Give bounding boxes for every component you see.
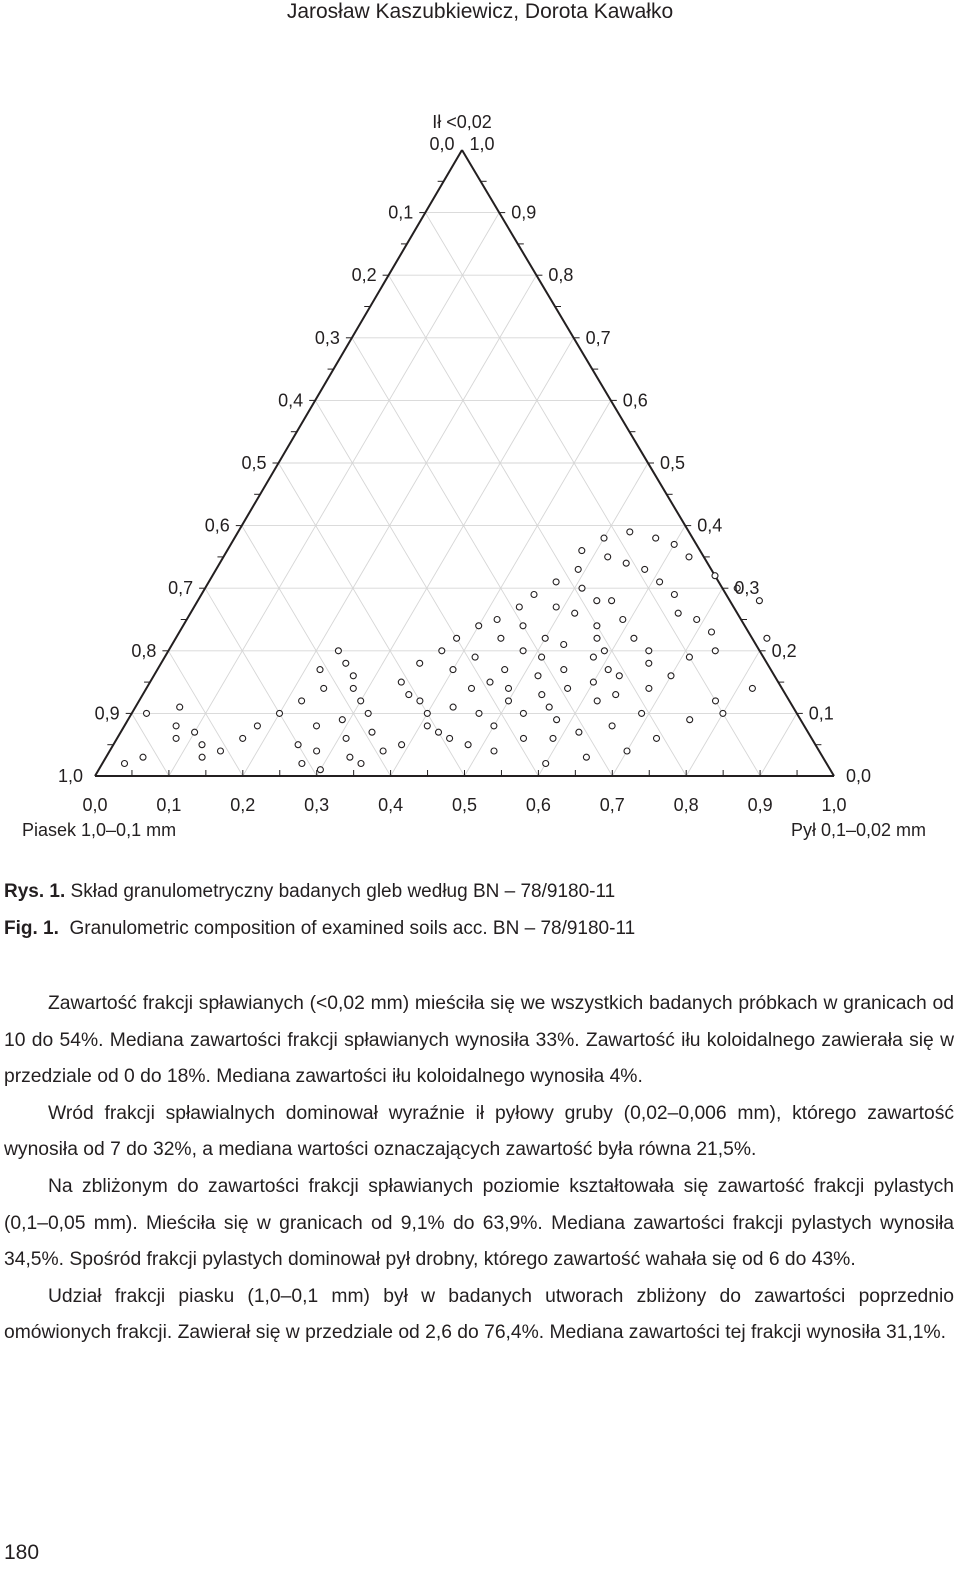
data-point [671, 592, 677, 598]
data-point [713, 698, 719, 704]
data-point [350, 685, 356, 691]
grid-line-silt [612, 588, 722, 776]
data-point [299, 698, 305, 704]
data-point [576, 729, 582, 735]
data-point [240, 735, 246, 741]
data-point [639, 710, 645, 716]
page-number: 180 [4, 1541, 40, 1564]
right-tick-label: 0,3 [734, 578, 760, 599]
data-point [343, 735, 349, 741]
bottom-tick-label: 0,8 [673, 795, 699, 815]
data-point [572, 610, 578, 616]
figure-caption-en [4, 917, 635, 941]
data-point [686, 654, 692, 660]
apex-label-clay: Ił <0,02 [432, 112, 492, 132]
data-point [624, 748, 630, 754]
data-point [579, 548, 585, 554]
data-point [314, 723, 320, 729]
data-point [358, 761, 364, 767]
data-point [277, 710, 283, 716]
data-point [494, 617, 500, 623]
data-point [590, 654, 596, 660]
data-point [350, 673, 356, 679]
data-point [447, 735, 453, 741]
grid-line-silt [169, 213, 499, 776]
caption-prefix-pl: Rys. 1. [4, 881, 66, 902]
left-tick-label: 1,0 [57, 766, 83, 786]
data-point [369, 729, 375, 735]
data-point [424, 723, 430, 729]
data-point [654, 735, 660, 741]
left-tick-label: 0,6 [204, 515, 230, 536]
data-point [199, 754, 205, 760]
data-point [531, 592, 537, 598]
left-tick-label: 0,2 [351, 265, 377, 286]
data-point [539, 692, 545, 698]
left-tick-label: 0,3 [314, 327, 340, 348]
data-point [590, 679, 596, 685]
data-point [561, 642, 567, 648]
data-point [317, 667, 323, 673]
data-point [144, 710, 150, 716]
data-point [506, 698, 512, 704]
data-point [436, 729, 442, 735]
body-text [4, 986, 954, 1352]
data-point [476, 623, 482, 629]
data-point [594, 598, 600, 604]
data-point [535, 673, 541, 679]
data-point [646, 660, 652, 666]
data-point [520, 623, 526, 629]
right-tick-label: 0,9 [511, 202, 537, 223]
data-point [472, 654, 478, 660]
data-point [594, 623, 600, 629]
right-tick-label: 0,1 [808, 703, 834, 724]
data-point [594, 698, 600, 704]
data-point [687, 717, 693, 723]
bottom-tick-label: 0,2 [230, 795, 256, 815]
corner-label-sand: Piasek 1,0–0,1 mm [22, 820, 177, 840]
data-point [694, 617, 700, 623]
data-point [712, 648, 718, 654]
data-point [406, 692, 412, 698]
right-tick-label: 0,2 [771, 640, 797, 661]
data-point [631, 635, 637, 641]
data-point [642, 566, 648, 572]
data-point [177, 704, 183, 710]
data-point [671, 541, 677, 547]
data-point [553, 604, 559, 610]
right-tick-label: 0,8 [548, 265, 574, 286]
data-point [575, 566, 581, 572]
data-point [314, 748, 320, 754]
bottom-tick-label: 0,7 [599, 795, 625, 815]
data-point [712, 573, 718, 579]
right-tick-label: 0,5 [660, 453, 686, 473]
bottom-tick-label: 0,1 [156, 795, 182, 815]
grid-line-sand [132, 713, 169, 776]
data-point [498, 635, 504, 641]
bottom-tick-label: 1,0 [821, 795, 847, 815]
data-point [365, 710, 371, 716]
data-point [469, 685, 475, 691]
data-point [343, 660, 349, 666]
left-tick-label: 0,9 [94, 703, 120, 724]
paragraph: Na zbliżonym do zawartości frakcji spławianych poziomie kształtowała się zawartość frakcji pylastych (0,1–0,05 mm). Mieściła się w granicach od 9,1% do 63,9%. Mediana zawartości frakcji pylastych wynosiła 34,5%. Spośród frakcji pylastych dominował pył drobny, którego zawartość wahała się od 6 do 43%. [4, 1175, 954, 1271]
caption-prefix-en: Fig. 1. [4, 918, 59, 939]
bottom-tick-label: 0,5 [451, 795, 478, 815]
paragraph: Zawartość frakcji spławianych (<0,02 mm) mieściła się we wszystkich badanych próbkach w granicach od 10 do 54%. Mediana zawartości frakcji spławianych wynosiła 33%. Zawartość iłu koloidalnego zawierała się w przedziale od 0 do 18%. Mediana zawartości iłu koloidalnego wynosiła 4%. [4, 993, 954, 1088]
bottom-tick-label: 0,4 [378, 795, 404, 815]
right-tick-label: 0,0 [846, 766, 872, 786]
data-point [506, 685, 512, 691]
data-point [657, 579, 663, 585]
data-point [646, 648, 652, 654]
data-point [601, 648, 607, 654]
data-point [720, 710, 726, 716]
data-point [709, 629, 715, 635]
data-point [561, 667, 567, 673]
left-tick-label: 0,8 [131, 640, 157, 661]
data-point [550, 735, 556, 741]
data-point [653, 535, 659, 541]
grid-line-sand [425, 213, 760, 776]
paragraph: Wród frakcji spławialnych dominował wyraźnie ił pyłowy gruby (0,02–0,006 mm), którego zawartość wynosiła od 7 do 32%, a mediana wartości oznaczających zawartość była równa 21,5%. [4, 1102, 954, 1161]
data-point [579, 585, 585, 591]
data-point [565, 685, 571, 691]
data-point [424, 710, 430, 716]
bottom-tick-label: 0,3 [304, 795, 330, 815]
data-point [668, 673, 674, 679]
data-point [380, 748, 386, 754]
figure-caption-pl [4, 880, 615, 904]
tick-marks [107, 181, 821, 776]
right-tick-label: 0,6 [622, 390, 648, 411]
data-point [543, 761, 549, 767]
ternary-grid [132, 213, 797, 776]
data-point [675, 610, 681, 616]
running-head: Jarosław Kaszubkiewicz, Dorota Kawałko [286, 0, 674, 23]
data-point [399, 742, 405, 748]
data-point [623, 560, 629, 566]
bottom-tick-label: 0,9 [747, 795, 773, 815]
data-point [122, 761, 128, 767]
data-point [491, 748, 497, 754]
left-tick-label: 0,7 [168, 578, 194, 599]
data-point [539, 654, 545, 660]
data-point [520, 710, 526, 716]
data-point [764, 635, 770, 641]
data-point [521, 735, 527, 741]
left-tick-label: 0,1 [388, 202, 414, 223]
data-point [218, 748, 224, 754]
data-point [476, 710, 482, 716]
data-point [339, 717, 345, 723]
data-point [516, 604, 522, 610]
data-point [173, 723, 179, 729]
data-point [321, 685, 327, 691]
data-point [583, 754, 589, 760]
caption-text-en: Granulometric composition of examined soils acc. BN – 78/9180-11 [58, 918, 636, 939]
data-point [140, 754, 146, 760]
ternary-diagram [0, 100, 960, 850]
data-point [487, 679, 493, 685]
data-point [756, 598, 762, 604]
data-point [299, 761, 305, 767]
data-point [491, 723, 497, 729]
data-point [295, 742, 301, 748]
data-point [417, 698, 423, 704]
right-tick-label: 0,4 [697, 515, 723, 536]
data-point [317, 767, 323, 773]
data-point [199, 742, 205, 748]
data-point [520, 648, 526, 654]
data-point [620, 617, 626, 623]
data-point [686, 554, 692, 560]
left-tick-label: 0,4 [278, 390, 304, 411]
grid-line-sand [352, 338, 612, 776]
data-point [254, 723, 260, 729]
data-point [450, 704, 456, 710]
grid-line-silt [317, 338, 574, 776]
data-point [646, 685, 652, 691]
apex-values: 0,0 1,0 [429, 134, 495, 154]
data-point [605, 667, 611, 673]
data-point [417, 660, 423, 666]
data-point [398, 679, 404, 685]
corner-label-silt: Pył 0,1–0,02 mm [790, 820, 926, 840]
data-point [358, 698, 364, 704]
data-point [616, 673, 622, 679]
data-point [192, 729, 198, 735]
paragraph: Udział frakcji piasku (1,0–0,1 mm) był w badanych utworach zbliżony do zawartości poprzednio omówionych frakcji. Zawierał się w przedziale od 2,6 do 76,4%. Mediana zawartości tej frakcji wynosiła 31,1%. [4, 1285, 954, 1344]
data-point [749, 685, 755, 691]
data-point [439, 648, 445, 654]
data-point [553, 579, 559, 585]
caption-text-pl: Skład granulometryczny badanych gleb według BN – 78/9180-11 [65, 881, 616, 902]
data-point [609, 598, 615, 604]
data-point [347, 754, 353, 760]
data-point [335, 648, 341, 654]
data-point [502, 667, 508, 673]
data-point [609, 723, 615, 729]
data-point [594, 635, 600, 641]
right-tick-label: 0,7 [585, 327, 611, 348]
data-point [454, 635, 460, 641]
data-point [542, 635, 548, 641]
left-tick-label: 0,5 [241, 453, 267, 473]
data-point [605, 554, 611, 560]
grid-line-silt [760, 713, 797, 776]
data-point [627, 529, 633, 535]
bottom-tick-label: 0,6 [525, 795, 551, 815]
data-point [173, 735, 179, 741]
data-point [546, 704, 552, 710]
data-point [465, 742, 471, 748]
data-point [450, 667, 456, 673]
bottom-tick-label: 0,0 [82, 795, 108, 815]
data-point [601, 535, 607, 541]
data-point [554, 717, 560, 723]
data-point [613, 692, 619, 698]
